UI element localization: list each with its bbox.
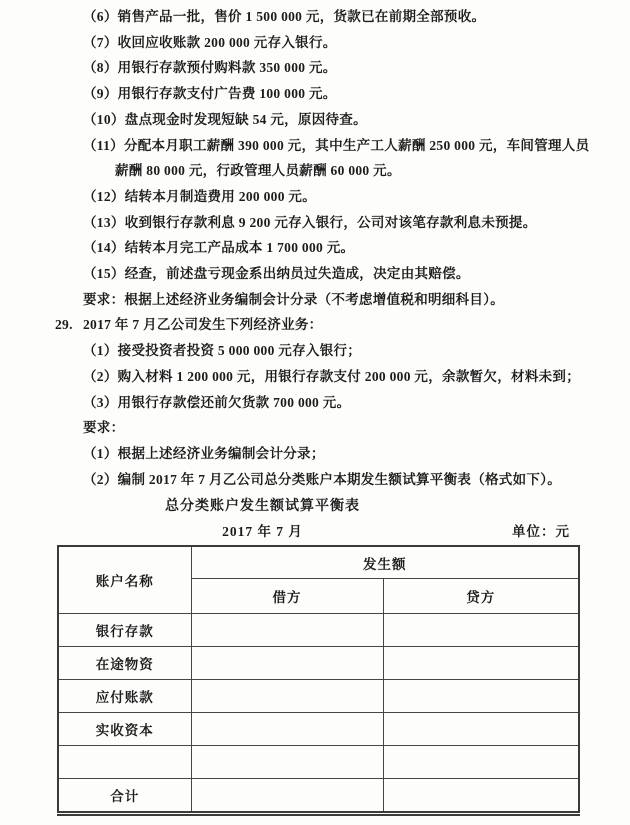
table-row-total xyxy=(58,779,579,814)
exercise-29-intro: 2017 年 7 月乙公司发生下列经济业务： xyxy=(83,317,323,333)
exercise-28-item-11: （11）分配本月职工薪酬 390 000 元，其中生产工人薪酬 250 000 元，车间管理人员薪酬 80 000 元，行政管理人员薪酬 60 000 元。 xyxy=(83,137,590,179)
exercise-28-item-10: （10）盘点现金时发现短缺 54 元，原因待查。 xyxy=(83,111,367,127)
exercise-28-item-14: （14）结转本月完工产品成本 1 700 000 元。 xyxy=(83,240,355,256)
exercise-29-heading xyxy=(55,312,596,338)
header-debit: 借方 xyxy=(191,579,383,614)
table-row xyxy=(58,680,579,713)
exercise-29-requirement-label: 要求： xyxy=(83,420,125,436)
debit-cell xyxy=(191,680,383,713)
exercise-28-item-7: （7）收回应收账款 200 000 元存入银行。 xyxy=(83,34,337,50)
table-row xyxy=(58,713,579,746)
credit-cell xyxy=(383,713,579,746)
exercise-28-item-8: （8）用银行存款预付购料款 350 000 元。 xyxy=(83,60,337,76)
debit-cell xyxy=(191,713,383,746)
credit-cell xyxy=(383,647,579,680)
credit-cell xyxy=(383,746,579,779)
header-amount: 发生额 xyxy=(191,546,579,579)
table-row xyxy=(58,746,579,779)
debit-cell xyxy=(191,746,383,779)
account-name-cell: 合计 xyxy=(58,779,191,814)
exercise-29-number: 29. xyxy=(55,317,73,333)
exercise-text-block xyxy=(55,4,596,492)
table-title: 总分类账户发生额试算平衡表 xyxy=(165,499,360,514)
account-name-cell xyxy=(58,746,191,779)
exercise-29-requirement-2: （2）编制 2017 年 7 月乙公司总分类账户本期发生额试算平衡表（格式如下）。 xyxy=(83,471,562,487)
debit-cell xyxy=(191,779,383,814)
header-account-name: 账户名称 xyxy=(58,546,191,614)
credit-cell xyxy=(383,680,579,713)
table-period: 2017 年 7 月 xyxy=(222,524,303,539)
exercise-28-requirement: 要求：根据上述经济业务编制会计分录（不考虑增值税和明细科目）。 xyxy=(83,291,505,307)
account-name-cell: 实收资本 xyxy=(58,713,191,746)
account-name-cell: 银行存款 xyxy=(58,614,191,647)
debit-cell xyxy=(191,614,383,647)
exercise-28-item-12: （12）结转本月制造费用 200 000 元。 xyxy=(83,188,317,204)
account-name-cell: 在途物资 xyxy=(58,647,191,680)
header-credit: 贷方 xyxy=(383,579,579,614)
exercise-29-item-3: （3）用银行存款偿还前欠货款 700 000 元。 xyxy=(83,394,351,410)
exercise-28-item-9: （9）用银行存款支付广告费 100 000 元。 xyxy=(83,86,337,102)
exercise-29-item-1: （1）接受投资者投资 5 000 000 元存入银行； xyxy=(83,343,362,359)
exercise-28-item-13: （13）收到银行存款利息 9 200 元存入银行，公司对该笔存款利息未预提。 xyxy=(83,214,537,230)
exercise-28-item-6: （6）销售产品一批，售价 1 500 000 元，货款已在前期全部预收。 xyxy=(83,9,486,24)
account-name-cell: 应付账款 xyxy=(58,680,191,713)
exercise-29-item-2: （2）购入材料 1 200 000 元，用银行存款支付 200 000 元，余款暂欠，材料未到； xyxy=(83,368,581,384)
exercise-29-requirement-1: （1）根据上述经济业务编制会计分录； xyxy=(83,445,325,461)
debit-cell xyxy=(191,647,383,680)
table-row xyxy=(58,614,579,647)
table-unit-label: 单位：元 xyxy=(512,524,570,539)
credit-cell xyxy=(383,614,579,647)
credit-cell xyxy=(383,779,579,814)
table-row xyxy=(58,647,579,680)
exercise-28-item-15: （15）经查，前述盘亏现金系出纳员过失造成，决定由其赔偿。 xyxy=(83,266,470,282)
trial-balance-table xyxy=(57,545,580,816)
